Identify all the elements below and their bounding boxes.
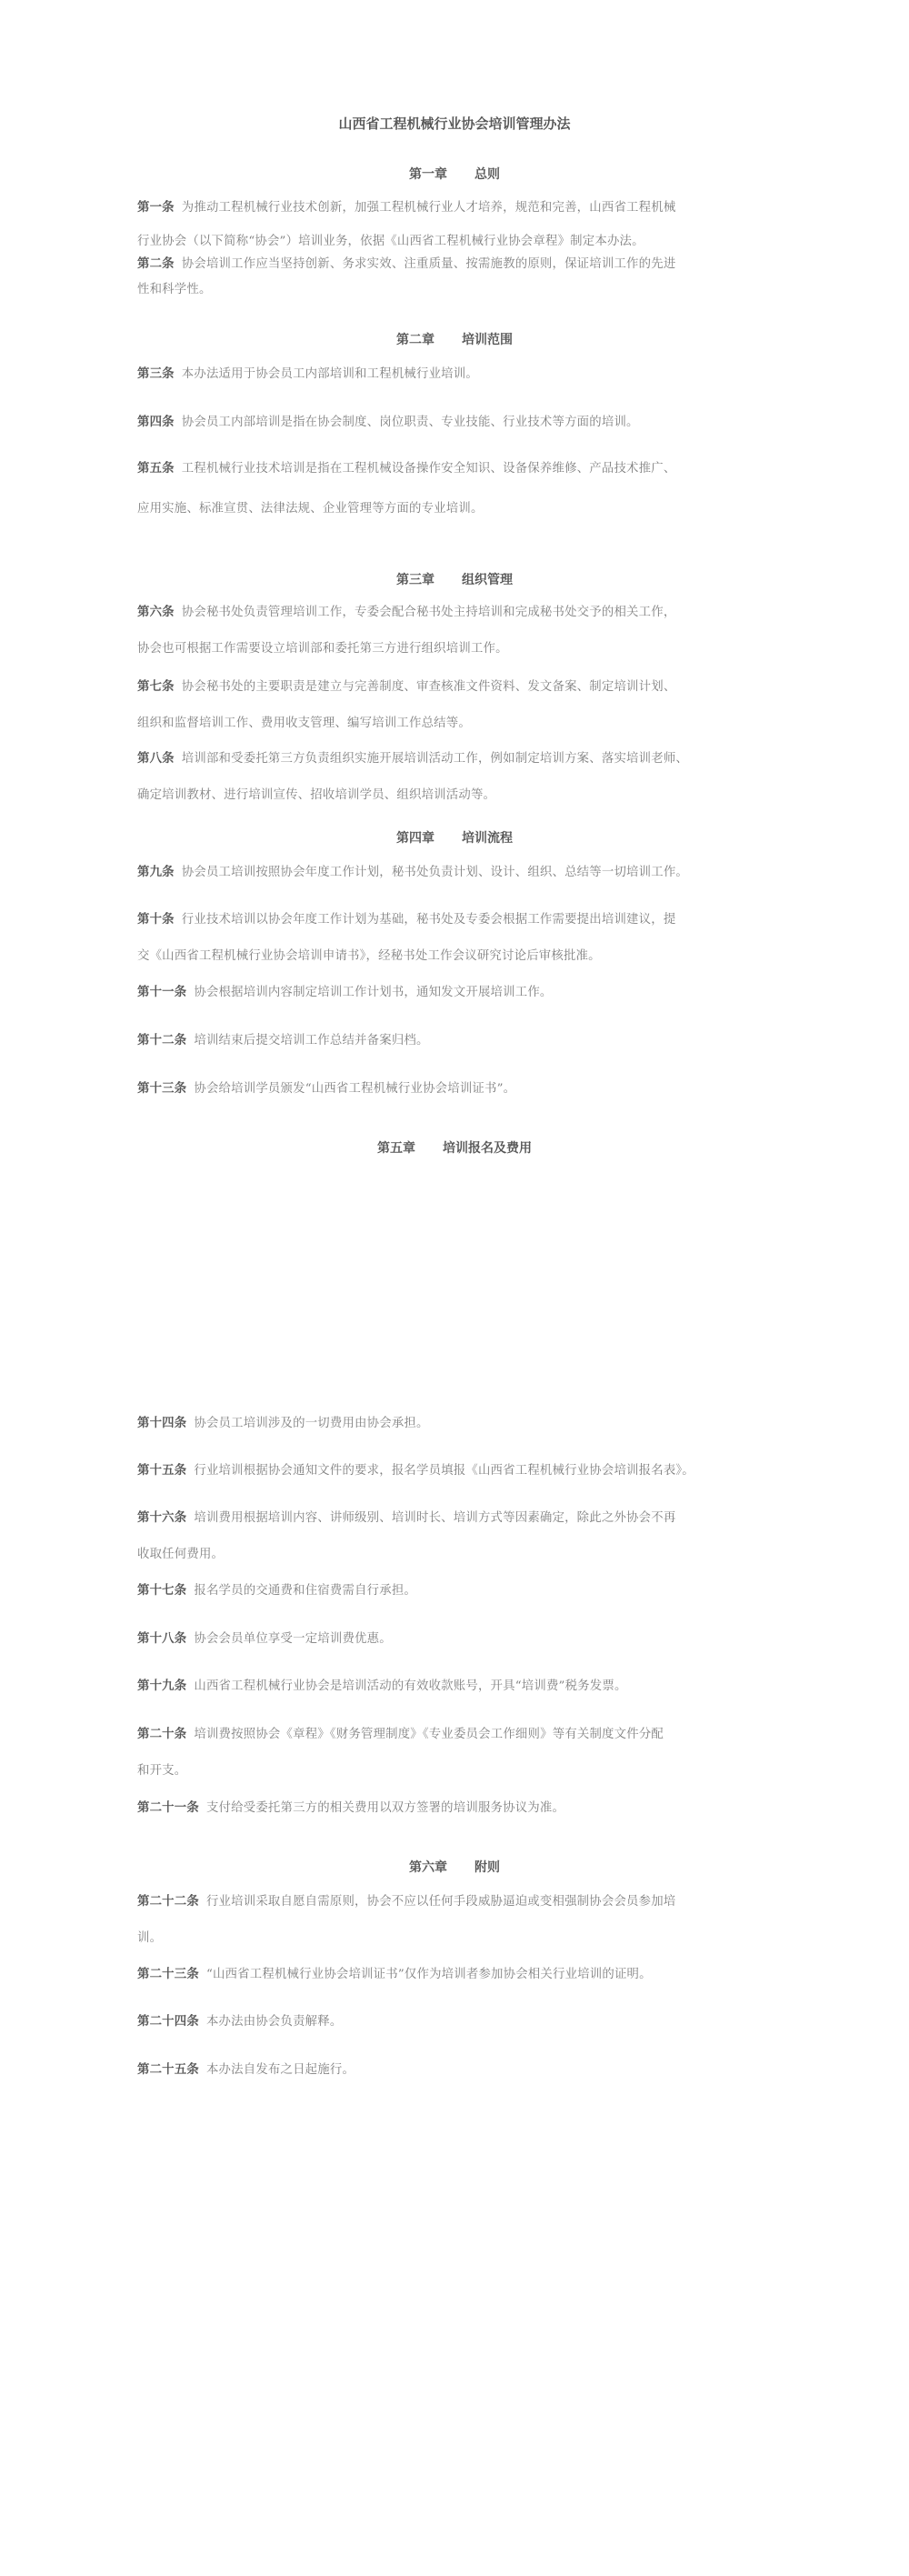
article-22-cont: 训。 [137, 1931, 163, 1945]
article-6 [137, 604, 783, 622]
article-4 [137, 414, 783, 432]
article-5-cont: 应用实施、标准宣贯、法律法规、企业管理等方面的专业培训。 [137, 502, 484, 516]
article-text: 行业培训根据协会通知文件的要求，报名学员填报《山西省工程机械行业协会培训报名表》。 [194, 1464, 694, 1478]
article-25 [137, 2061, 783, 2080]
chapter-number: 第一章 [409, 167, 447, 182]
article-text: 行业技术培训以协会年度工作计划为基础，秘书处及专委会根据工作需要提出培训建议，提 [181, 913, 676, 927]
article-text: 报名学员的交通费和住宿费需自行承担。 [194, 1584, 417, 1598]
article-label: 第十二条 [137, 1034, 187, 1047]
article-text: 协会根据培训内容制定培训工作计划书，通知发文开展培训工作。 [194, 986, 553, 999]
chapter-number: 第六章 [409, 1860, 447, 1875]
article-text: 培训结束后提交培训工作总结并备案归档。 [194, 1034, 429, 1047]
article-7 [137, 678, 783, 697]
article-text: 协会给培训学员颁发“山西省工程机械行业协会培训证书”。 [194, 1082, 516, 1096]
article-label: 第二条 [137, 257, 175, 271]
article-19 [137, 1678, 783, 1696]
article-2-cont: 性和科学性。 [137, 283, 212, 296]
article-3 [137, 366, 783, 384]
article-text: 本办法适用于协会员工内部培训和工程机械行业培训。 [181, 367, 478, 381]
article-16-cont: 收取任何费用。 [137, 1548, 225, 1561]
article-text: 为推动工程机械行业技术创新，加强工程机械行业人才培养，规范和完善，山西省工程机械 [181, 201, 676, 215]
article-23 [137, 1966, 783, 1984]
article-8 [137, 750, 783, 768]
chapter-heading [0, 1858, 909, 1876]
article-text: 培训费按照协会《章程》《财务管理制度》《专业委员会工作细则》等有关制度文件分配 [194, 1728, 664, 1741]
article-label: 第二十一条 [137, 1801, 199, 1815]
article-text: 协会秘书处负责管理培训工作，专委会配合秘书处主持培训和完成秘书处交予的相关工作， [181, 606, 676, 619]
article-label: 第二十条 [137, 1728, 187, 1741]
article-text: “山西省工程机械行业协会培训证书”仅作为培训者参加协会相关行业培训的证明。 [205, 1968, 652, 1981]
article-label: 第九条 [137, 866, 175, 879]
article-label: 第六条 [137, 606, 175, 619]
document-title: 山西省工程机械行业协会培训管理办法 [338, 115, 571, 132]
chapter-name: 组织管理 [462, 573, 513, 587]
article-text: 协会员工培训按照协会年度工作计划，秘书处负责计划、设计、组织、总结等一切培训工作。 [181, 866, 688, 879]
article-label: 第十七条 [137, 1584, 187, 1598]
article-20 [137, 1726, 783, 1744]
chapter-heading [0, 570, 909, 588]
article-label: 第二十二条 [137, 1895, 199, 1909]
article-label: 第二十三条 [137, 1968, 199, 1981]
article-16 [137, 1509, 783, 1528]
article-7-cont: 组织和监督培训工作、费用收支管理、编写培训工作总结等。 [137, 717, 471, 730]
article-label: 第三条 [137, 367, 175, 381]
article-label: 第七条 [137, 680, 175, 694]
article-11 [137, 984, 783, 1002]
article-label: 第五条 [137, 462, 175, 476]
chapter-number: 第二章 [396, 333, 435, 347]
article-9 [137, 864, 783, 882]
article-text: 支付给受委托第三方的相关费用以双方签署的培训服务协议为准。 [205, 1801, 565, 1815]
article-text: 本办法由协会负责解释。 [205, 2015, 343, 2029]
chapter-name: 培训流程 [462, 831, 513, 846]
article-21 [137, 1799, 783, 1818]
chapter-name: 总则 [474, 167, 500, 182]
article-12 [137, 1032, 783, 1050]
article-8-cont: 确定培训教材、进行培训宣传、招收培训学员、组织培训活动等。 [137, 788, 496, 802]
article-2 [137, 256, 783, 274]
article-label: 第十四条 [137, 1417, 187, 1430]
article-10-cont: 交《山西省工程机械行业协会培训申请书》，经秘书处工作会议研究讨论后审核批准。 [137, 949, 601, 963]
chapter-heading [0, 1138, 909, 1157]
article-15 [137, 1462, 783, 1480]
article-label: 第八条 [137, 752, 175, 766]
article-text: 协会会员单位享受一定培训费优惠。 [194, 1632, 392, 1646]
article-1-cont: 行业协会（以下简称“协会”）培训业务，依据《山西省工程机械行业协会章程》制定本办法。 [137, 235, 644, 248]
article-text: 协会秘书处的主要职责是建立与完善制度、审查核准文件资料、发文备案、制定培训计划、 [181, 680, 676, 694]
article-label: 第十八条 [137, 1632, 187, 1646]
article-1 [137, 199, 783, 217]
article-5 [137, 460, 783, 478]
article-label: 第四条 [137, 416, 175, 429]
article-label: 第十一条 [137, 986, 187, 999]
article-text: 培训费用根据培训内容、讲师级别、培训时长、培训方式等因素确定，除此之外协会不再 [194, 1511, 676, 1525]
chapter-name: 培训报名及费用 [443, 1141, 532, 1156]
article-6-cont: 协会也可根据工作需要设立培训部和委托第三方进行组织培训工作。 [137, 642, 508, 656]
chapter-name: 附则 [474, 1860, 500, 1875]
article-label: 第二十五条 [137, 2063, 199, 2077]
chapter-number: 第四章 [396, 831, 435, 846]
chapter-number: 第五章 [377, 1141, 415, 1156]
article-label: 第十三条 [137, 1082, 187, 1096]
article-22 [137, 1893, 783, 1911]
article-text: 行业培训采取自愿自需原则，协会不应以任何手段威胁逼迫或变相强制协会会员参加培 [205, 1895, 676, 1909]
article-label: 第十条 [137, 913, 175, 927]
article-20-cont: 和开支。 [137, 1764, 187, 1778]
chapter-name: 培训范围 [462, 333, 513, 347]
article-label: 第十九条 [137, 1679, 187, 1693]
article-label: 第十六条 [137, 1511, 187, 1525]
article-text: 协会培训工作应当坚持创新、务求实效、注重质量、按需施教的原则，保证培训工作的先进 [181, 257, 676, 271]
article-18 [137, 1630, 783, 1649]
article-text: 山西省工程机械行业协会是培训活动的有效收款账号，开具“培训费”税务发票。 [194, 1679, 627, 1693]
chapter-heading [0, 165, 909, 183]
article-24 [137, 2013, 783, 2031]
chapter-heading [0, 330, 909, 348]
article-17 [137, 1582, 783, 1600]
article-label: 第十五条 [137, 1464, 187, 1478]
article-13 [137, 1080, 783, 1098]
article-label: 第一条 [137, 201, 175, 215]
article-label: 第二十四条 [137, 2015, 199, 2029]
article-text: 协会员工培训涉及的一切费用由协会承担。 [194, 1417, 429, 1430]
article-text: 工程机械行业技术培训是指在工程机械设备操作安全知识、设备保养维修、产品技术推广、 [181, 462, 676, 476]
article-text: 本办法自发布之日起施行。 [205, 2063, 355, 2077]
article-text: 培训部和受委托第三方负责组织实施开展培训活动工作，例如制定培训方案、落实培训老师、 [181, 752, 688, 766]
article-14 [137, 1415, 783, 1433]
article-text: 协会员工内部培训是指在协会制度、岗位职责、专业技能、行业技术等方面的培训。 [181, 416, 639, 429]
article-10 [137, 911, 783, 929]
chapter-number: 第三章 [396, 573, 435, 587]
chapter-heading [0, 828, 909, 847]
